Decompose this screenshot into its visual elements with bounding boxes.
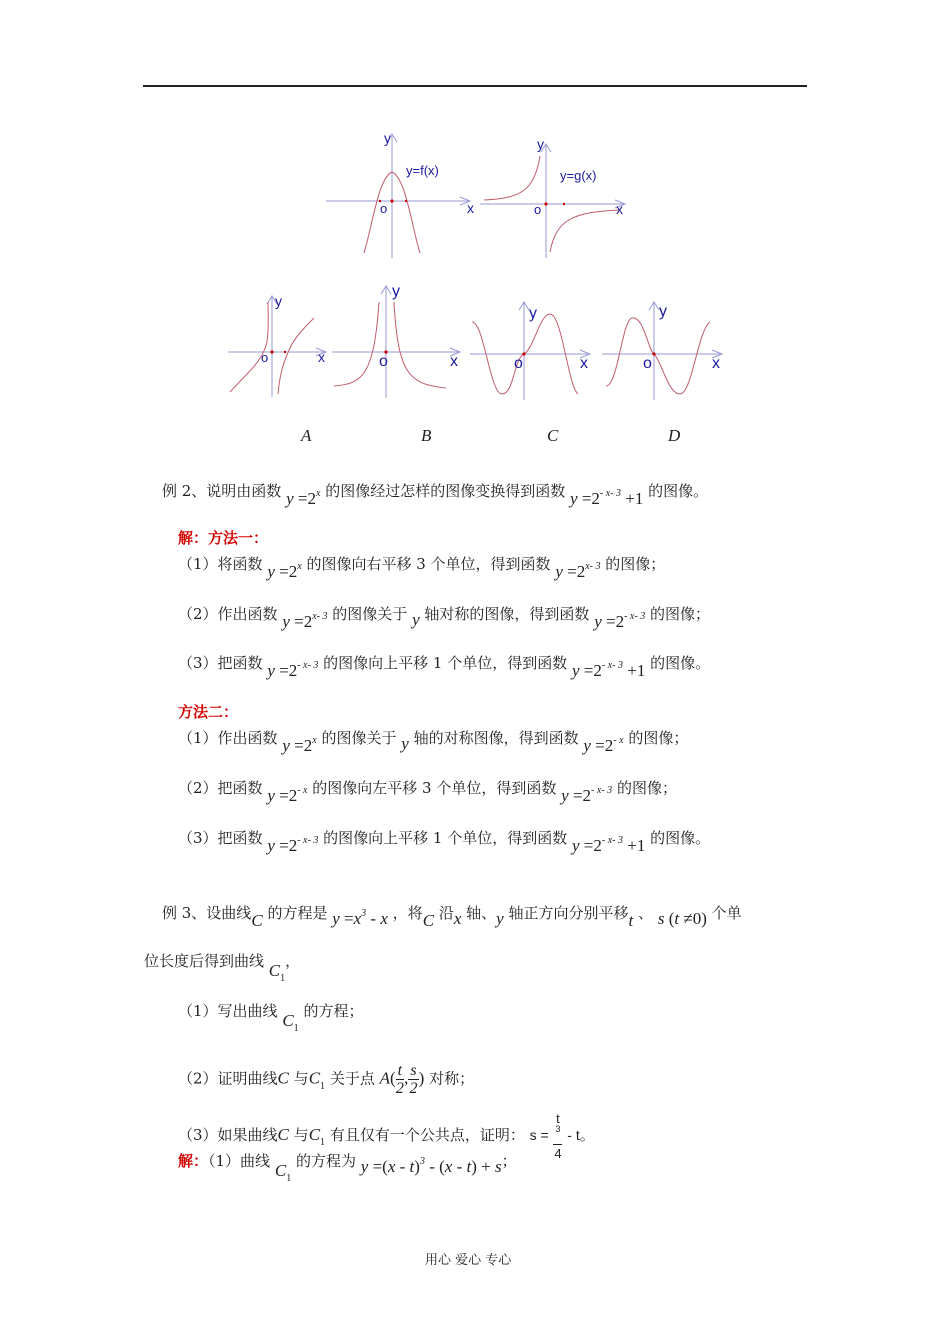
svg-text:x: x: [318, 349, 325, 365]
svg-text:y: y: [659, 303, 667, 320]
svg-text:o: o: [643, 355, 652, 372]
ex3-intro-line1: 例 3、设曲线C 的方程是 $y =x^3 - x$ ，将C 沿x 轴、y 轴正方向分别平移t 、 s (t ≠0) 个单: [162, 904, 742, 930]
ex2-m2-step1: （1）作出函数 $y =2^x$ 的图像关于 y 轴的对称图像，得到函数 $y =2^{- x}$ 的图像；: [178, 729, 689, 755]
svg-text:o: o: [514, 355, 523, 372]
svg-text:x: x: [450, 353, 458, 370]
ex2-m1-step2: （2）作出函数 $y =2^{x- 3}$ 的图像关于 y 轴对称的图像，得到函数 $y =2^{- x- 3}$ 的图像；: [178, 605, 710, 631]
ex2-m2-step3: （3）把函数 $y =2^{- x- 3}$ 的图像向上平移 1 个单位，得到函数 $y =2^{- x- 3} +1$ 的图像。: [178, 829, 711, 855]
graph-option-d: [602, 302, 722, 400]
graph-gx: [480, 136, 625, 258]
ex2-m2-step2: （2）把函数 $y =2^{- x}$ 的图像向左平移 3 个单位，得到函数 $y =2^{- x- 3}$ 的图像；: [178, 779, 677, 805]
svg-text:o: o: [379, 353, 388, 370]
ex3-question1: （1）写出曲线 $C_1$ 的方程；: [178, 1002, 364, 1034]
graph-option-b: [332, 283, 460, 398]
graph-fx: [326, 130, 474, 258]
svg-text:o: o: [380, 201, 388, 216]
svg-text:y: y: [529, 305, 537, 322]
svg-text:y=f(x): y=f(x): [406, 163, 439, 178]
ex3-solution1: 解：（1）曲线 $C_1$ 的方程为 y =(x - t)$^3$ - (x - t) + s；: [178, 1152, 517, 1184]
ex3-question3: （3）如果曲线C 与$C_1$ 有且仅有一个公共点，证明： s = t 3 4 - t。: [178, 1111, 595, 1161]
svg-text:y: y: [392, 283, 400, 300]
ex3-question2: （2）证明曲线C 与$C_1$ 关于点 A( $\frac{t}{2}$ , $\frac{s}{2}$ ) 对称；: [178, 1062, 475, 1097]
graph-option-a: [228, 293, 326, 397]
ex2-method2-title: 方法二：: [178, 703, 239, 721]
graph-option-c: [470, 302, 590, 400]
option-label-d: D: [668, 426, 681, 445]
graph-f-and-g: [320, 128, 650, 266]
svg-text:x: x: [616, 201, 623, 217]
ex3-intro-line2: 位长度后得到曲线 $C_1$，: [144, 952, 301, 984]
svg-text:y: y: [275, 293, 282, 309]
page-footer: 用心 爱心 专心: [425, 1253, 512, 1268]
svg-text:y: y: [537, 136, 544, 152]
ex2-m1-step1: （1）将函数 $y =2^x$ 的图像向右平移 3 个单位，得到函数 $y =2^{x- 3}$ 的图像；: [178, 555, 666, 581]
svg-text:x: x: [467, 200, 474, 216]
option-label-c: C: [547, 426, 559, 445]
ex2-method1-title: 解：方法一：: [178, 529, 269, 547]
svg-text:x: x: [712, 355, 720, 372]
svg-text:x: x: [580, 355, 588, 372]
svg-text:y: y: [384, 130, 391, 146]
header-rule: [143, 85, 807, 87]
option-label-b: B: [421, 426, 432, 445]
svg-text:y=g(x): y=g(x): [560, 168, 597, 183]
svg-text:o: o: [534, 202, 542, 217]
svg-text:o: o: [261, 350, 269, 365]
ex2-intro: 例 2、说明由函数 $y =2^x$ 的图像经过怎样的图像变换得到函数 $y =2^{- x- 3} +1$ 的图像。: [162, 482, 709, 508]
option-label-a: A: [301, 426, 312, 445]
graph-options: [222, 282, 732, 404]
ex2-m1-step3: （3）把函数 $y =2^{- x- 3}$ 的图像向上平移 1 个单位，得到函数 $y =2^{- x- 3} +1$ 的图像。: [178, 654, 711, 680]
